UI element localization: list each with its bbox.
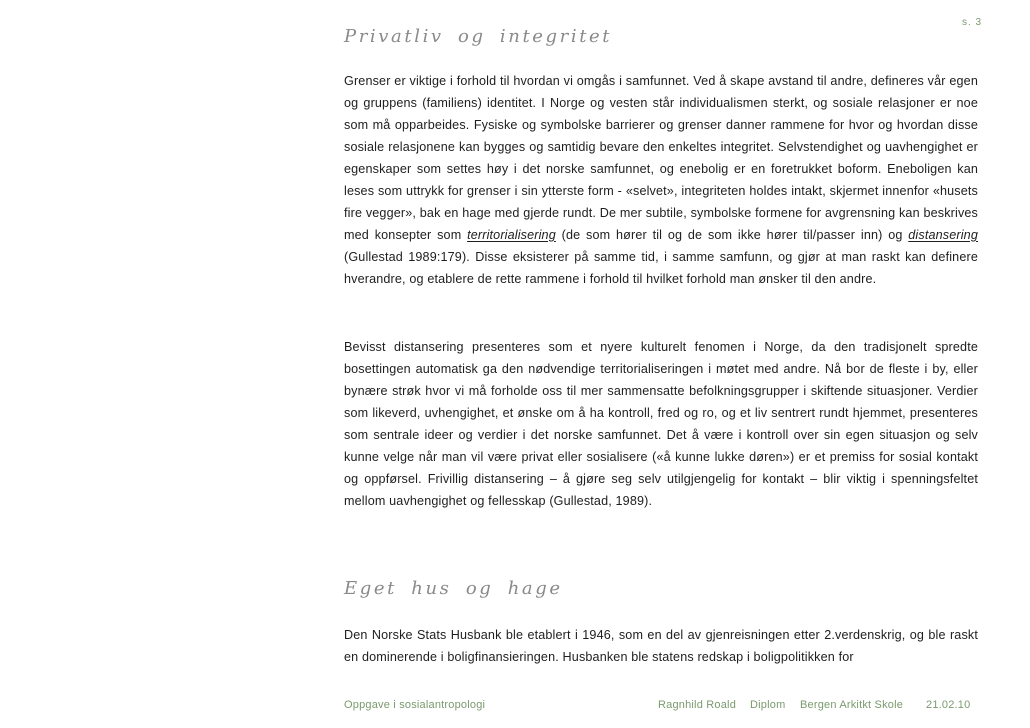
paragraph-text: Grenser er viktige i forhold til hvordan vi omgås i samfunnet. Ved å skape avstand til andre, defineres vår egen og gruppens (familiens) identitet. I Norge og vesten står individualismen sterkt, og sosiale relasjoner er noe som må opparbeides. Fysiske og symbolske barrierer og grenser danner rammene for hvor og hvordan disse sosiale relasjonene kan bygges og samtidig bevare den enkeltes integritet. Selvstendighet og uavhengighet er egenskaper som settes høy i det norske samfunnet, og enebolig er en foretrukket boform. Eneboligen kan leses som uttrykk for grenser i sin ytterste form - «selvet», integriteten holdes intakt, skjermet innenfor «husets fire vegger», bak en hage med gjerde rundt. De mer subtile, symbolske formene for avgrensning kan beskrives med konsepter som: [344, 74, 978, 242]
term-territorialisering: territorialisering: [467, 228, 556, 242]
page-footer: [344, 699, 984, 713]
paragraph-eget-hus-1: Den Norske Stats Husbank ble etablert i 1946, som en del av gjenreisningen etter 2.verdenskrig, og ble raskt en dominerende i boligfinansieringen. Husbanken ble statens redskap i boligpolitikken for: [344, 628, 978, 664]
footer-course: Oppgave i sosialantropologi: [344, 699, 486, 711]
footer-degree: Diplom: [750, 699, 786, 711]
paragraph-privatliv-1: [344, 70, 978, 290]
section-heading-privatliv: Privatliv og integritet: [344, 26, 613, 47]
paragraph-text: (Gullestad 1989:179). Disse eksisterer på samme tid, i samme samfunn, og gjør at man raskt kan definere hverandre, og etablere de rette rammene i forhold til hvilket forhold man ønsker til den andre.: [344, 250, 978, 286]
footer-author: Ragnhild Roald: [658, 699, 737, 711]
page-number: s. 3: [962, 17, 983, 28]
paragraph-privatliv-2: Bevisst distansering presenteres som et nyere kulturelt fenomen i Norge, da den tradisjonelt spredte bosettingen automatisk ga den nødvendige territorialiseringen i møtet med andre. Nå bor de fleste i by, eller bynære strøk hvor vi må forholde oss til mer sammensatte befolkningsgrupper i skiftende situasjoner. Verdier som likeverd, uvhengighet, et ønske om å ha kontroll, fred og ro, og et liv sentrert rundt hjemmet, presenteres som sentrale ideer og verdier i det norske samfunnet. Det å være i kontroll over sin egen situasjon og selv kunne velge når man vil være privat eller sosialisere («å kunne lukke døren») er et premiss for sosial kontakt og oppførsel. Frivillig distansering – å gjøre seg selv utilgjengelig for kontakt – blir viktig i spenningsfeltet mellom uavhengighet og fellesskap (Gullestad, 1989).: [344, 340, 978, 508]
footer-school: Bergen Arkitkt Skole: [800, 699, 904, 711]
term-distansering: distansering: [908, 228, 978, 242]
section-heading-eget-hus: Eget hus og hage: [344, 578, 563, 599]
footer-date: 21.02.10: [926, 699, 971, 711]
paragraph-text: (de som hører til og de som ikke hører til/passer inn) og: [555, 228, 909, 242]
